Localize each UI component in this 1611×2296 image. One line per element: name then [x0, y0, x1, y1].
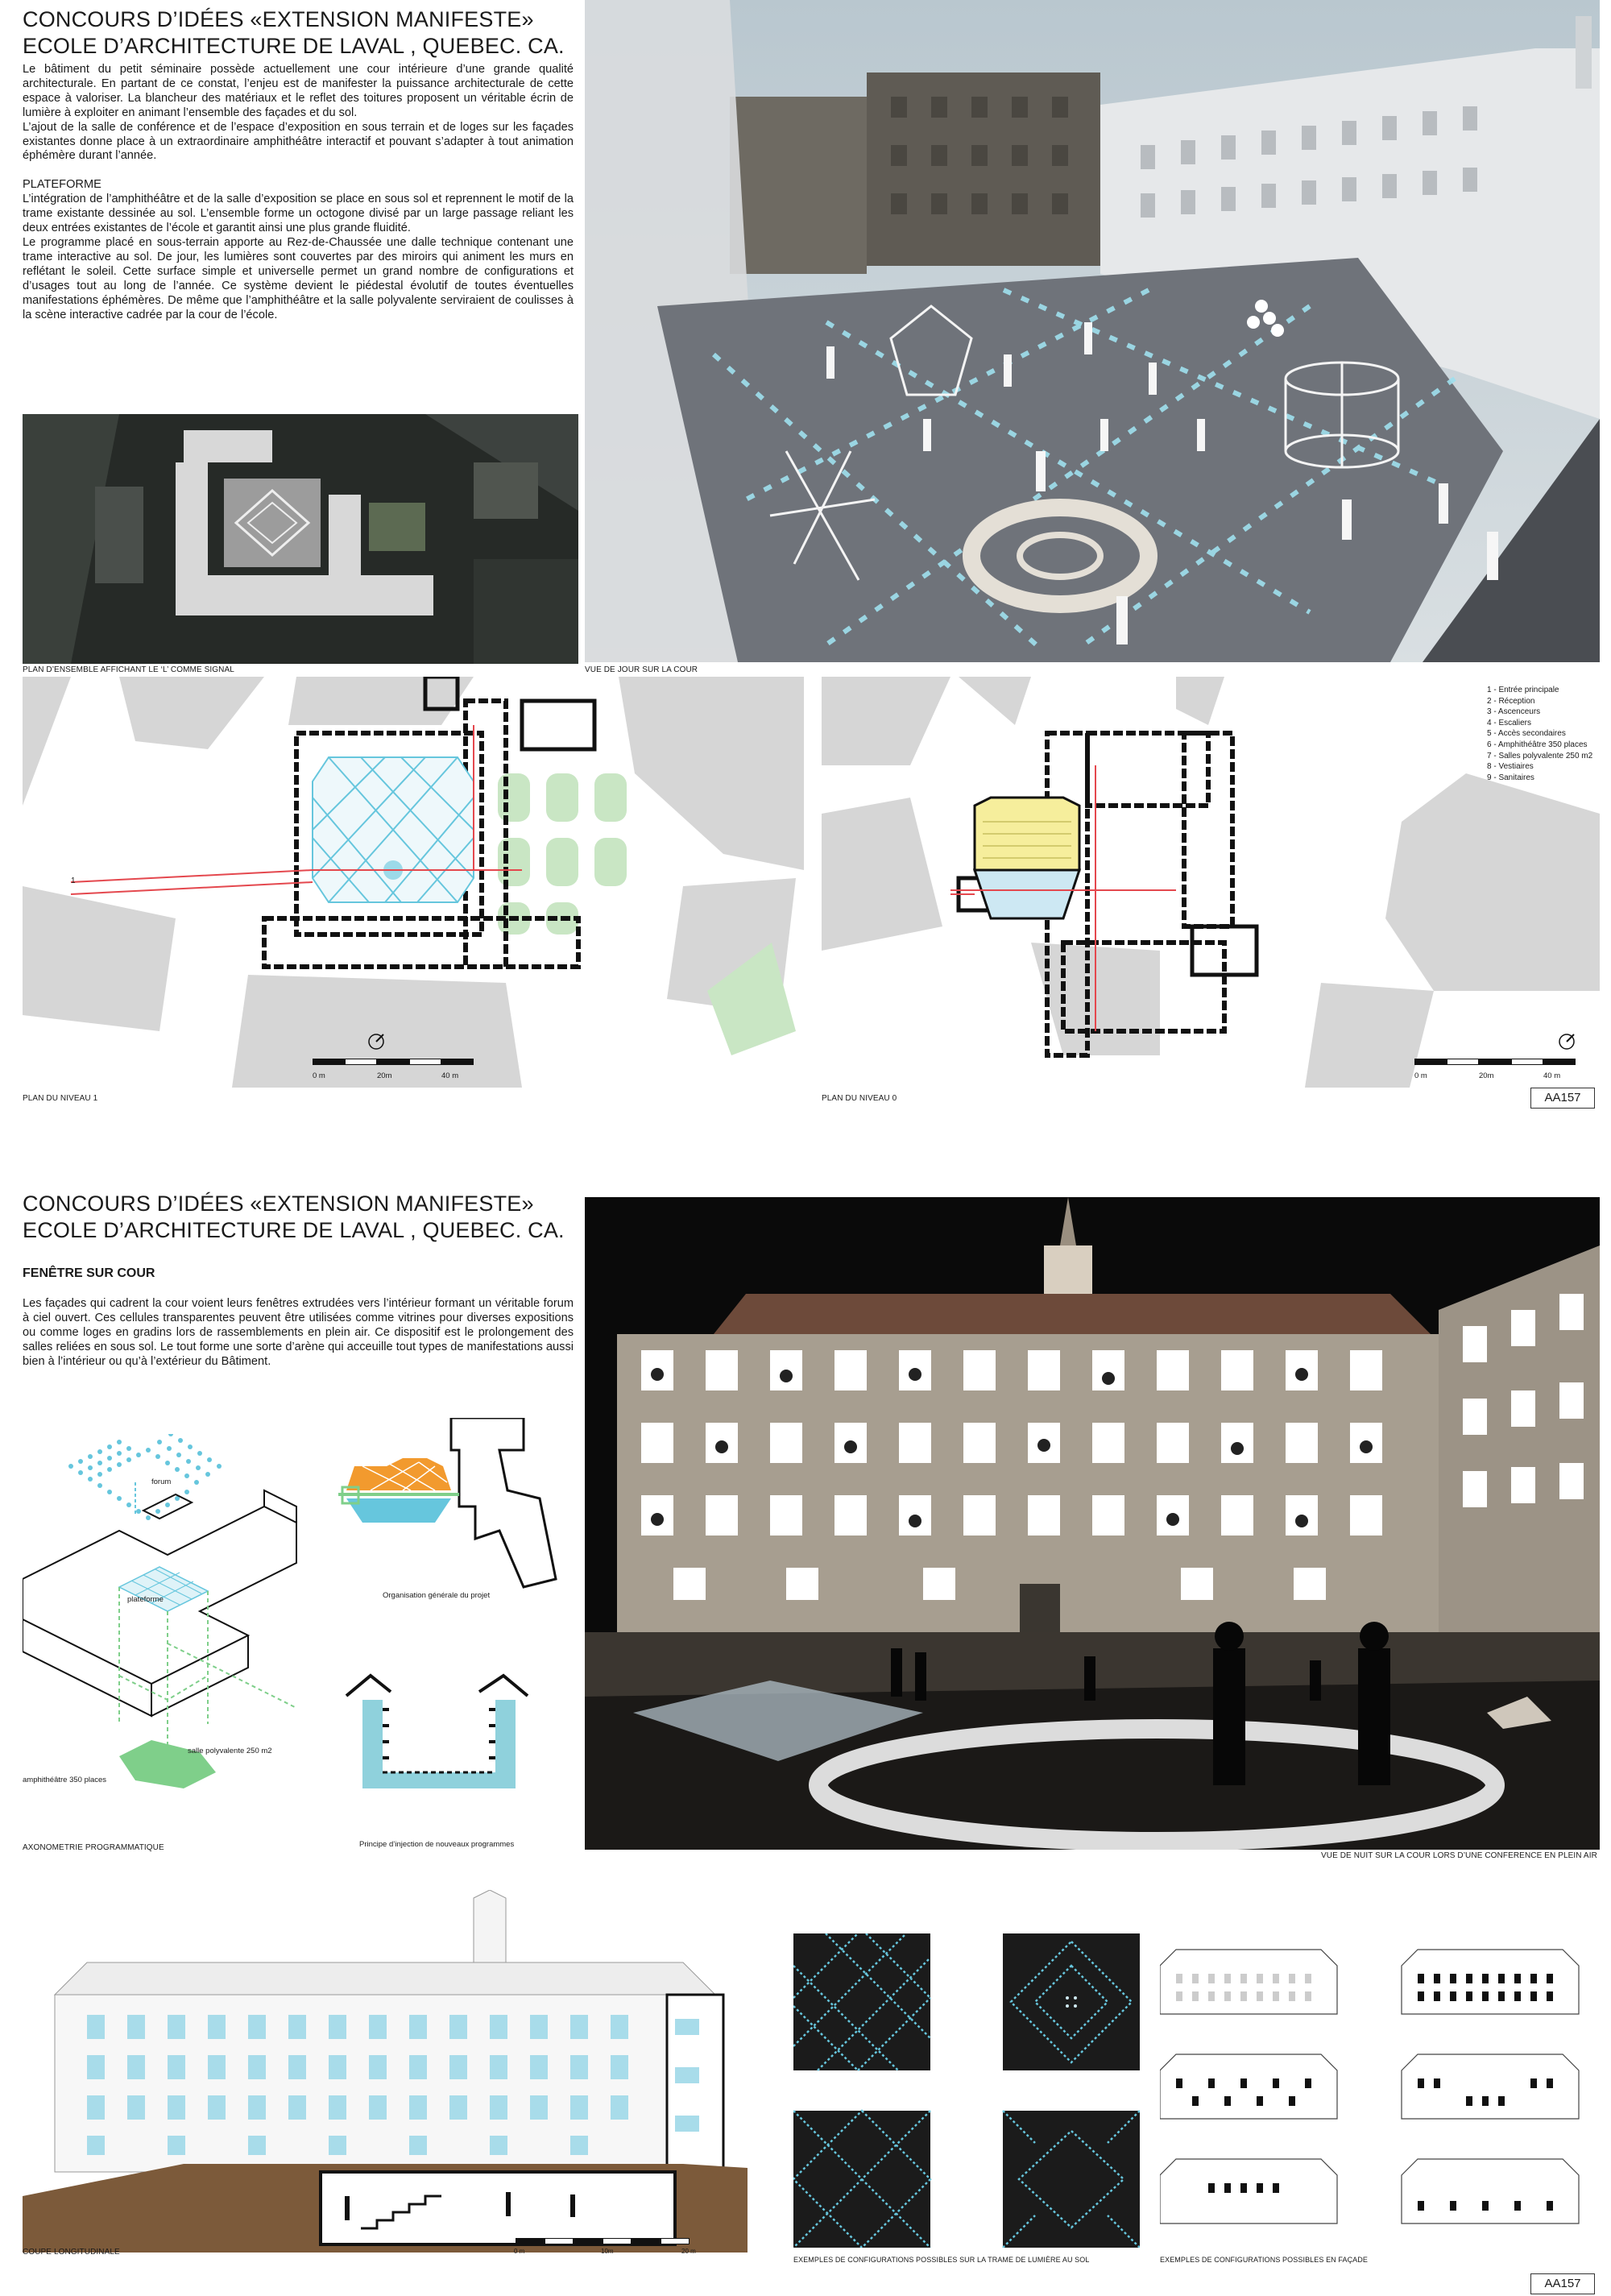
caption-plan-level0: PLAN DU NIVEAU 0: [822, 1094, 897, 1103]
caption-axonometry: AXONOMETRIE PROGRAMMATIQUE: [23, 1843, 164, 1852]
legend-item-9: 9 - Sanitaires: [1487, 773, 1534, 782]
scale-bar-coupe: [516, 2238, 690, 2244]
caption-aerial: PLAN D’ENSEMBLE AFFICHANT LE ‘L’ COMME SIGNAL: [23, 665, 234, 674]
sheet1-title-line1: CONCOURS D’IDÉES «EXTENSION MANIFESTE»: [23, 7, 534, 31]
legend-item-2: 2 - Réception: [1487, 696, 1535, 706]
principe-drawing: [338, 1668, 548, 1797]
scale1-label-40: 40 m: [441, 1071, 459, 1080]
night-view-drawing: [585, 1197, 1600, 1850]
legend-item-1: 1 - Entrée principale: [1487, 686, 1559, 694]
sheet1-badge: AA157: [1530, 1088, 1595, 1109]
day-view-render: [585, 0, 1600, 662]
caption-light-grid: EXEMPLES DE CONFIGURATIONS POSSIBLES SUR LA TRAME DE LUMIÈRE AU SOL: [793, 2256, 1090, 2264]
plan-level0: [822, 677, 1600, 1088]
plan0-legend: [1487, 685, 1592, 783]
coupe-scale-0: 0 m: [514, 2248, 525, 2255]
scale-bar-level1: [313, 1059, 474, 1065]
sheet1-title: [23, 6, 570, 60]
axo-label-forum: forum: [151, 1477, 172, 1486]
legend-item-8: 8 - Vestiaires: [1487, 762, 1534, 772]
scale0-label-20: 20m: [1479, 1071, 1494, 1080]
scale0-label-0: 0 m: [1414, 1071, 1427, 1080]
axonometry-diagram: [23, 1434, 329, 1829]
sheet1-para3: L’intégration de l’amphithéâtre et de la salle d’exposition se place en sous sol et reprennent le motif de la trame existante dessinée au sol. L’ensemble forme un octogone divisé par un large passage reliant les deux entrées existantes de l’école et garantit ainsi une plus grande fluidité.: [23, 193, 574, 235]
facade-drawing: [1160, 1933, 1595, 2248]
organisation-drawing: [338, 1418, 572, 1595]
sheet2-badge: AA157: [1530, 2273, 1595, 2294]
caption-day-view: VUE DE JOUR SUR LA COUR: [585, 665, 698, 674]
sheet1-heading-plateforme: PLATEFORME: [23, 178, 101, 192]
caption-principe: Principe d’injection de nouveaux programmes: [359, 1840, 515, 1849]
axo-label-salle: salle polyvalente 250 m2: [188, 1747, 272, 1755]
night-view-render: [585, 1197, 1600, 1850]
plan-level1: [23, 677, 804, 1088]
plan-level1-drawing: [23, 677, 804, 1088]
sheet2-title-line1: CONCOURS D’IDÉES «EXTENSION MANIFESTE»: [23, 1192, 534, 1216]
north-arrow-icon-2: [1556, 1031, 1580, 1055]
legend-item-4: 4 - Escaliers: [1487, 718, 1532, 727]
sheet2-title: [23, 1191, 570, 1244]
coupe-scale-20: 20 m: [681, 2248, 696, 2255]
principe-diagram: [338, 1668, 548, 1797]
sheet2-subheading: FENÊTRE SUR COUR: [23, 1266, 155, 1280]
sheet1-para2: L’ajout de la salle de conférence et de l’espace d’exposition en sous terrain et de loges sur les façades existantes donne place à un extraordinaire amphithéâtre interactif et pouvant s’adapter à tout animation éphémère durant l’année.: [23, 120, 574, 163]
plan-level0-drawing: [822, 677, 1600, 1088]
sheet2-title-line2: ECOLE D’ARCHITECTURE DE LAVAL , QUEBEC. CA.: [23, 1218, 565, 1242]
sheet1-title-line2: ECOLE D’ARCHITECTURE DE LAVAL , QUEBEC. CA.: [23, 34, 565, 58]
sheet1-para4: Le programme placé en sous-terrain apporte au Rez-de-Chaussée une dalle technique contenant une trame interactive au sol. De jour, les lumières sont couvertes par des miroirs qui animent les murs en reflétant le soleil. Cette surface simple et universelle permet un grand nombre de configurations et d’usages tout au long de l’année. Ce système devient le piédestal évolutif de toutes éventuelles manifestations éphémères. De même que l’amphithéâtre et la salle polyvalente serviraient de coulisses à la scène interactive cadrée par la cour de l’école.: [23, 235, 574, 321]
axonometry-drawing: [23, 1434, 329, 1829]
sheet1-text-column: [23, 63, 574, 322]
light-grid-drawing: [793, 1933, 1140, 2248]
caption-plan-level1: PLAN DU NIVEAU 1: [23, 1094, 98, 1103]
scale0-label-40: 40 m: [1543, 1071, 1561, 1080]
legend-item-6: 6 - Amphithéâtre 350 places: [1487, 740, 1588, 749]
scale-bar-level0: [1414, 1059, 1576, 1065]
longitudinal-section: [23, 1890, 748, 2252]
sheet2-para: Les façades qui cadrent la cour voient leurs fenêtres extrudées vers l’intérieur formant un véritable forum à ciel ouvert. Ces cellules transparentes peuvent être utilisées comme vitrines pour diverses expositions ou comme loges en gradins lors de rassemblements en plein air. Ce dispositif est le prolongement des salles reliées en sous sol. Le tout forme une sorte d’arène qui acceuille tout types de manifestations aussi bien à l’intérieur ou qu’à l’extérieur du Bâtiment.: [23, 1297, 574, 1368]
scale1-label-20: 20m: [377, 1071, 392, 1080]
axo-label-plateforme: plateforme: [127, 1595, 164, 1604]
coupe-scale-10: 10m: [601, 2248, 614, 2255]
facade-configurations: [1160, 1933, 1595, 2248]
day-view-drawing: [585, 0, 1600, 662]
organisation-diagram: [338, 1418, 572, 1595]
legend-item-5: 5 - Accès secondaires: [1487, 729, 1566, 739]
plan1-marker: 1: [71, 877, 76, 885]
aerial-photo-drawing: [23, 414, 578, 664]
legend-item-7: 7 - Salles polyvalente 250 m2: [1487, 751, 1593, 760]
light-grid-configurations: [793, 1933, 1140, 2248]
longitudinal-section-drawing: [23, 1890, 748, 2252]
sheet1-para1: Le bâtiment du petit séminaire possède actuellement une cour intérieure d’une grande qualité architecturale. En partant de ce constat, l’enjeu est de manifester la puissance architecturale de cette espace à valoriser. La blancheur des matériaux et le reflet des toitures proposent un véritable écrin de lumière à exploiter en animant l’ensemble des façades et du sol.: [23, 63, 574, 119]
caption-organisation: Organisation générale du projet: [383, 1591, 491, 1600]
legend-item-3: 3 - Ascenceurs: [1487, 707, 1541, 717]
axo-label-amphi: amphithéâtre 350 places: [23, 1776, 107, 1784]
caption-facade: EXEMPLES DE CONFIGURATIONS POSSIBLES EN FAÇADE: [1160, 2256, 1368, 2264]
caption-night-view: VUE DE NUIT SUR LA COUR LORS D’UNE CONFERENCE EN PLEIN AIR: [1321, 1851, 1597, 1860]
caption-coupe: COUPE LONGITUDINALE: [23, 2248, 120, 2257]
aerial-photo: [23, 414, 578, 664]
scale1-label-0: 0 m: [313, 1071, 325, 1080]
